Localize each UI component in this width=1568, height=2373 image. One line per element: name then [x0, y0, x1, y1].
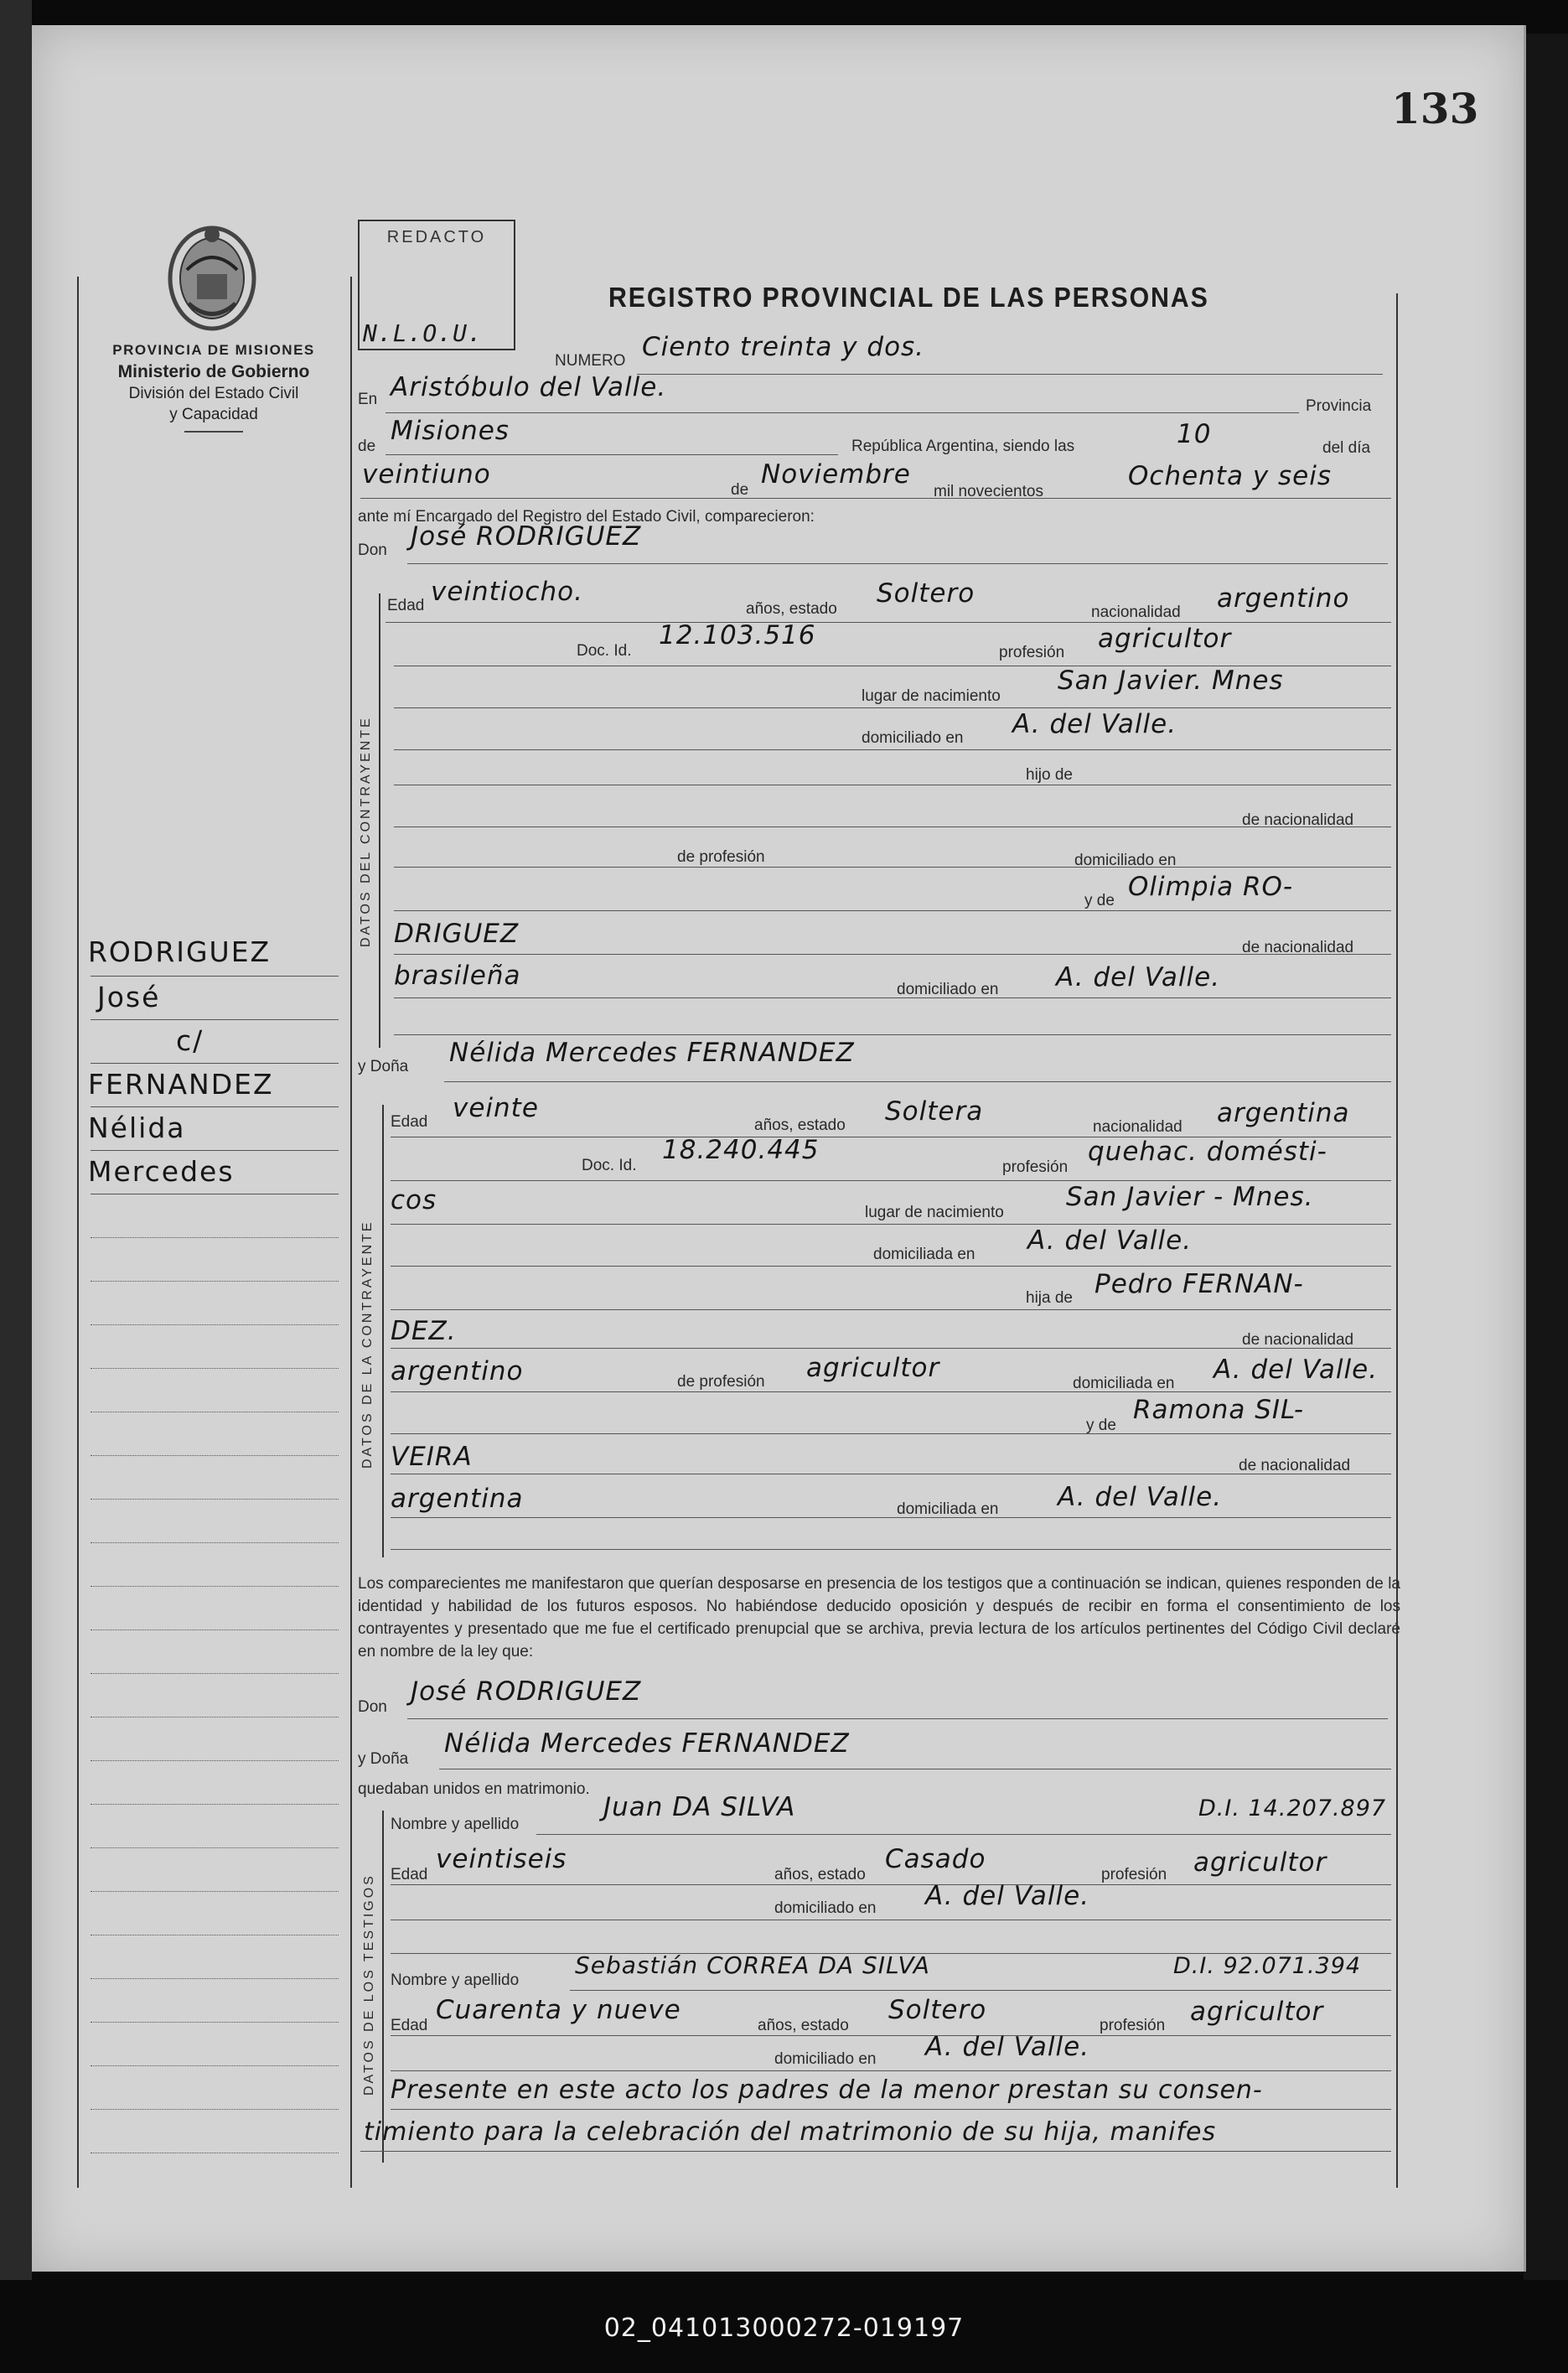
bride-name: Nélida Mercedes FERNANDEZ	[449, 1038, 855, 1068]
rule	[407, 1718, 1388, 1719]
bride-profesion-1: quehac. domésti-	[1088, 1137, 1327, 1167]
label-profesion: profesión	[999, 644, 1065, 661]
declaration-dona: Nélida Mercedes FERNANDEZ	[444, 1728, 850, 1759]
label-anos-estado-w2: años, estado	[758, 2017, 849, 2034]
witness2-estado: Soltero	[888, 1995, 987, 2025]
bride-estado: Soltera	[885, 1096, 984, 1127]
value-mes: Noviembre	[761, 459, 911, 490]
rule	[394, 910, 1391, 911]
groom-name: José RODRIGUEZ	[411, 521, 642, 552]
margin-rule	[91, 976, 339, 977]
label-domiciliada-padre: domiciliada en	[1073, 1375, 1175, 1392]
label-lugar-nac: lugar de nacimiento	[862, 687, 1001, 705]
groom-domicilio: A. del Valle.	[1012, 709, 1177, 739]
rule	[391, 1517, 1391, 1518]
label-de-nacionalidad-madre-bride: de nacionalidad	[1239, 1457, 1351, 1474]
bride-doc: 18.240.445	[662, 1135, 820, 1165]
label-doc: Doc. Id.	[577, 642, 632, 660]
footer-id: 02_041013000272-019197	[603, 2313, 965, 2343]
margin-rule	[91, 1629, 339, 1630]
margin-rule	[91, 1324, 339, 1325]
rule	[386, 622, 1391, 623]
margin-name-bride-2: Mercedes	[88, 1155, 235, 1188]
margin-rule	[91, 1368, 339, 1369]
groom-lugar-nac: San Javier. Mnes	[1058, 666, 1284, 696]
witness1-di: D.I. 14.207.897	[1198, 1795, 1387, 1821]
label-nacionalidad-bride: nacionalidad	[1093, 1118, 1182, 1136]
groom-madre-dom: A. del Valle.	[1056, 962, 1221, 992]
section-label-groom: DATOS DEL CONTRAYENTE	[359, 716, 373, 947]
rule	[391, 1433, 1391, 1434]
rule	[394, 707, 1391, 708]
right-frame-line	[1396, 293, 1398, 2188]
label-domiciliado-en-madre: domiciliado en	[897, 981, 999, 998]
rule	[360, 498, 1391, 499]
label-dona: y Doña	[358, 1058, 409, 1075]
value-anio: Ochenta y seis	[1128, 461, 1333, 491]
bride-madre-dom: A. del Valle.	[1058, 1482, 1223, 1512]
rule	[391, 1309, 1391, 1310]
rule	[394, 1034, 1391, 1035]
declaration-don: José RODRIGUEZ	[411, 1676, 642, 1707]
groom-section-bracket	[379, 593, 380, 1048]
bride-padre-1: Pedro FERNAN-	[1094, 1269, 1304, 1299]
bride-padre-prof: agricultor	[806, 1353, 940, 1383]
label-profesion-w2: profesión	[1100, 2017, 1166, 2034]
rule	[391, 1266, 1391, 1267]
margin-surname-groom: RODRIGUEZ	[88, 935, 272, 968]
witness1-edad: veintiseis	[436, 1844, 567, 1874]
label-domiciliado-w1: domiciliado en	[774, 1899, 877, 1917]
label-edad: Edad	[387, 597, 425, 614]
margin-rule	[91, 2065, 339, 2066]
bride-padre-dom: A. del Valle.	[1214, 1355, 1379, 1385]
margin-rule	[91, 1237, 339, 1238]
label-de: de	[358, 438, 376, 455]
issuer-capacity: y Capacidad	[169, 406, 258, 423]
label-edad-w2: Edad	[391, 2017, 428, 2034]
witness-section-bracket	[382, 1811, 384, 2163]
label-anos-estado: años, estado	[746, 600, 837, 618]
rule	[391, 1884, 1391, 1885]
margin-rule	[91, 1542, 339, 1543]
label-edad-bride: Edad	[391, 1113, 428, 1131]
groom-edad: veintiocho.	[431, 577, 583, 607]
margin-column-line	[350, 277, 352, 2188]
witness1-name: Juan DA SILVA	[603, 1792, 796, 1822]
issuer-rule	[184, 431, 243, 433]
bride-madre-nac: argentina	[391, 1484, 524, 1514]
rule	[391, 1224, 1391, 1225]
label-y-de: y de	[1084, 892, 1115, 909]
label-de-mes: de	[731, 481, 749, 499]
rule	[386, 412, 1299, 413]
bride-domicilio: A. del Valle.	[1027, 1225, 1193, 1256]
issuer-ministry: Ministerio de Gobierno	[117, 362, 310, 381]
rule	[570, 1990, 1391, 1991]
stamp-label: REDACTO	[386, 228, 487, 246]
bride-edad: veinte	[453, 1093, 539, 1123]
label-y-de-bride: y de	[1086, 1417, 1116, 1434]
bride-padre-nac: argentino	[391, 1356, 524, 1386]
issuer-province: PROVINCIA DE MISIONES	[112, 342, 315, 358]
margin-name-bride-1: Nélida	[88, 1111, 186, 1144]
label-domiciliada-madre: domiciliada en	[897, 1500, 999, 1518]
label-don: Don	[358, 541, 387, 559]
rule	[391, 2035, 1391, 2036]
groom-madre-2: DRIGUEZ	[394, 919, 520, 949]
bride-madre-1: Ramona SIL-	[1133, 1395, 1305, 1425]
bride-section-bracket	[382, 1105, 384, 1557]
book-spine	[0, 0, 32, 2280]
label-doc-bride: Doc. Id.	[582, 1157, 637, 1174]
label-de-nacionalidad-madre: de nacionalidad	[1242, 939, 1354, 956]
margin-rule	[91, 1499, 339, 1500]
label-nombre-w2: Nombre y apellido	[391, 1971, 520, 1989]
bride-madre-2: VEIRA	[391, 1442, 473, 1472]
label-de-nacionalidad: de nacionalidad	[1242, 811, 1354, 829]
margin-rule	[91, 1019, 339, 1020]
label-profesion-bride: profesión	[1002, 1158, 1069, 1176]
margin-rule	[91, 1978, 339, 1979]
margin-rule	[91, 1455, 339, 1456]
rule	[394, 867, 1391, 868]
value-numero: Ciento treinta y dos.	[642, 332, 925, 362]
rule	[391, 1391, 1391, 1392]
label-ante: ante mí Encargado del Registro del Estado Civil, comparecieron:	[358, 508, 815, 526]
witness2-domicilio: A. del Valle.	[925, 2032, 1090, 2062]
groom-estado: Soltero	[877, 578, 975, 609]
rule	[391, 2109, 1391, 2110]
bride-profesion-2: cos	[391, 1185, 437, 1215]
margin-rule	[91, 1717, 339, 1718]
bride-nacionalidad: argentina	[1217, 1098, 1350, 1128]
value-dia: veintiuno	[362, 459, 491, 490]
margin-rule	[91, 1673, 339, 1674]
margin-rule	[91, 1150, 339, 1151]
witness1-domicilio: A. del Valle.	[925, 1881, 1090, 1911]
witness2-edad: Cuarenta y nueve	[436, 1995, 681, 2025]
label-don-declaration: Don	[358, 1698, 387, 1716]
witness2-di: D.I. 92.071.394	[1173, 1953, 1362, 1979]
label-edad-w1: Edad	[391, 1866, 428, 1883]
label-republica: República Argentina, siendo las	[851, 438, 1075, 455]
declaration-paragraph: Los comparecientes me manifestaron que querían desposarse en presencia de los testigos que a continuación se indican, quienes responden de la identidad y habilidad de los futuros esposos. No habiéndose deducido oposición y después de recibir en forma el consentimiento de los contrayentes y presentado que me fue el certificado prenupcial que se archiva, previa lectura de los artículos pertinentes del Código Civil declaré en nombre de la ley que:	[358, 1575, 1400, 1661]
label-nombre-w1: Nombre y apellido	[391, 1816, 520, 1833]
notes-line-1: Presente en este acto los padres de la menor prestan su consen-	[391, 2075, 1263, 2105]
rule	[386, 454, 838, 455]
label-dona-declaration: y Doña	[358, 1750, 409, 1768]
section-label-bride: DATOS DE LA CONTRAYENTE	[360, 1220, 375, 1469]
margin-rule	[91, 2022, 339, 2023]
rule	[444, 1081, 1391, 1082]
label-nacionalidad: nacionalidad	[1091, 604, 1181, 621]
groom-nacionalidad: argentino	[1217, 583, 1350, 614]
label-de-profesion-bride: de profesión	[677, 1373, 765, 1391]
rule	[391, 1549, 1391, 1550]
label-profesion-w1: profesión	[1101, 1866, 1167, 1883]
label-domiciliado-w2: domiciliado en	[774, 2050, 877, 2068]
label-en: En	[358, 391, 378, 408]
value-provincia: Misiones	[391, 416, 510, 446]
margin-rule	[91, 1281, 339, 1282]
rule	[391, 2070, 1391, 2071]
notes-line-2: timiento para la celebración del matrimonio de su hija, manifes	[364, 2117, 1217, 2147]
margin-surname-bride: FERNANDEZ	[88, 1068, 274, 1101]
left-margin-line	[77, 277, 79, 2188]
issuer-division: División del Estado Civil	[128, 385, 299, 402]
book-edge	[1524, 34, 1568, 2280]
margin-rule	[91, 1760, 339, 1761]
witness2-name: Sebastián CORREA DA SILVA	[575, 1951, 930, 1979]
margin-rule	[91, 1891, 339, 1892]
label-de-nacionalidad-padre-bride: de nacionalidad	[1242, 1331, 1354, 1349]
margin-rule	[91, 1804, 339, 1805]
label-de-profesion: de profesión	[677, 848, 765, 866]
rule	[391, 1348, 1391, 1349]
margin-conjunction: c/	[176, 1024, 204, 1057]
groom-profesion: agricultor	[1098, 624, 1232, 654]
margin-rule	[91, 1106, 339, 1107]
groom-madre-nac: brasileña	[394, 961, 521, 991]
margin-rule	[91, 1586, 339, 1587]
province-crest-icon	[163, 220, 261, 334]
label-mil: mil novecientos	[934, 483, 1043, 500]
rule	[394, 749, 1391, 750]
groom-madre-1: Olimpia RO-	[1128, 872, 1294, 902]
label-domiciliada: domiciliada en	[873, 1246, 975, 1263]
label-numero: NUMERO	[555, 352, 626, 370]
label-domiciliado: domiciliado en	[862, 729, 964, 747]
issuer-block	[75, 342, 352, 433]
rule	[394, 954, 1391, 955]
witness2-profesion: agricultor	[1190, 1997, 1324, 2027]
rule	[394, 997, 1391, 998]
redacto-stamp	[358, 220, 515, 350]
section-label-witnesses: DATOS DE LOS TESTIGOS	[362, 1873, 376, 2096]
margin-rule	[91, 2109, 339, 2110]
bride-lugar-nac: San Javier - Mnes.	[1066, 1182, 1314, 1212]
value-hora: 10	[1177, 419, 1212, 449]
rule	[360, 2151, 1391, 2152]
margin-name-groom: José	[97, 981, 161, 1013]
document-title: REGISTRO PROVINCIAL DE LAS PERSONAS	[608, 282, 1209, 313]
groom-doc: 12.103.516	[659, 620, 816, 650]
label-del-dia: del día	[1322, 439, 1371, 457]
rule	[536, 1834, 1391, 1835]
rule	[637, 374, 1383, 375]
label-lugar-nac-bride: lugar de nacimiento	[865, 1204, 1004, 1221]
rule	[407, 563, 1388, 564]
label-quedaban: quedaban unidos en matrimonio.	[358, 1780, 590, 1798]
label-anos-estado-w1: años, estado	[774, 1866, 866, 1883]
margin-rule	[91, 1847, 339, 1848]
stamp-initials: N.L.O.U.	[363, 319, 483, 347]
label-hija-de: hija de	[1026, 1289, 1073, 1307]
bride-padre-2: DEZ.	[391, 1316, 457, 1346]
label-anos-estado-bride: años, estado	[754, 1117, 846, 1134]
rule	[391, 1180, 1391, 1181]
page-number: 133	[1391, 84, 1479, 133]
label-provincia: Provincia	[1306, 397, 1372, 415]
label-domiciliado-en-padre: domiciliado en	[1074, 852, 1177, 869]
margin-rule	[91, 1063, 339, 1064]
rule	[394, 826, 1391, 827]
label-hijo-de: hijo de	[1026, 766, 1073, 784]
witness1-profesion: agricultor	[1193, 1847, 1327, 1878]
value-lugar: Aristóbulo del Valle.	[391, 372, 667, 402]
witness1-estado: Casado	[885, 1844, 986, 1874]
